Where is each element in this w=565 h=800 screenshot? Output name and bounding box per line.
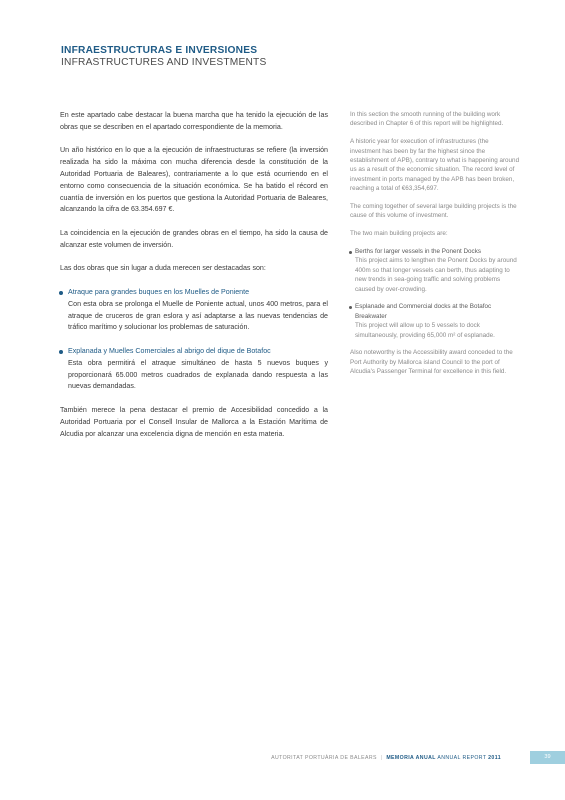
es-bullet-body: Esta obra permitirá el atraque simultáneo de hasta 5 nuevos buques y proporcionará 65.000 metros cuadrados de explanada dando respuesta a las nuevas demandadas.	[68, 358, 328, 391]
page-number: 39	[530, 751, 565, 764]
footer-year: 2011	[488, 755, 501, 761]
en-paragraph-coming-together: The coming together of several large building projects is the cause of this volume of investment.	[350, 203, 517, 220]
footer-annual-report: ANNUAL REPORT	[437, 755, 487, 761]
en-bullet-body: This project will allow up to 5 vessels to dock simultaneously, providing 65,000 m² of esplanade.	[355, 322, 495, 339]
en-paragraph-intro: In this section the smooth running of the building work described in Chapter 6 of this report will be highlighted.	[350, 111, 504, 128]
bullet-icon	[349, 306, 352, 309]
es-bullet-body: Con esta obra se prolonga el Muelle de Poniente actual, unos 400 metros, para el atraque de cruceros de gran eslora y así adaptarse a las nuevas tendencias de tráfico marítimo y solucionar los problemas de saturación.	[68, 299, 328, 332]
en-bullet-title: Berths for larger vessels in the Ponent Docks	[355, 248, 481, 256]
es-bullet-poniente	[60, 287, 328, 334]
es-paragraph-accessibility: También merece la pena destacar el premio de Accesibilidad concedido a la Autoridad Portuaria por el Consell Insular de Mallorca a la Estación Marítima de Alcudia por alcanzar una excelencia digna de mención en esta materia.	[60, 405, 328, 438]
footer-memoria: MEMORIA ANUAL	[386, 755, 436, 761]
en-paragraph-two-projects: The two main building projects are:	[350, 230, 448, 238]
en-paragraph-accessibility: Also noteworthy is the Accessibility award conceded to the Port Authority by Mallorca island Council to the port of Alcudia's Passenger Terminal for excellence in this field.	[350, 349, 513, 376]
es-bullet-title: Atraque para grandes buques en los Muelles de Poniente	[68, 287, 250, 296]
es-bullet-botafoc	[60, 346, 328, 393]
en-bullet-botafoc	[350, 302, 520, 340]
es-bullet-title: Explanada y Muelles Comerciales al abrigo del dique de Botafoc	[68, 346, 271, 355]
section-title-en: INFRASTRUCTURES AND INVESTMENTS	[61, 57, 267, 68]
es-paragraph-intro: En este apartado cabe destacar la buena marcha que ha tenido la ejecución de las obras que se describen en el apartado correspondiente de la memoria.	[60, 111, 328, 131]
spanish-column	[60, 110, 328, 452]
bullet-icon	[59, 291, 63, 295]
footer-separator: |	[380, 755, 383, 761]
es-paragraph-coincidence: La coincidencia en la ejecución de grandes obras en el tiempo, ha sido la causa de alcanzar este volumen de inversión.	[60, 228, 328, 249]
bullet-icon	[349, 251, 352, 254]
section-heading	[61, 45, 521, 69]
en-paragraph-historic-year: A historic year for execution of infrastructures (the investment has been by far the highest since the establishment of APB), contrary to what is happening around us as a result of the economic situation. The record level of investment in ports managed by the APB has been broken, reaching a total of €63,354,697.	[350, 138, 520, 193]
section-title-es: INFRAESTRUCTURAS E INVERSIONES	[61, 45, 258, 56]
english-column	[350, 110, 520, 385]
en-bullet-ponent	[350, 247, 520, 294]
bullet-icon	[59, 350, 63, 354]
footer-org: AUTORITAT PORTUÀRIA DE BALEARS	[271, 755, 377, 761]
page-footer	[271, 754, 501, 762]
es-paragraph-two-works: Las dos obras que sin lugar a duda merecen ser destacadas son:	[60, 264, 266, 273]
en-bullet-title: Esplanade and Commercial docks at the Botafoc Breakwater	[355, 303, 492, 320]
en-bullet-body: This project aims to lengthen the Ponent Docks by around 400m so that longer vessels can berth, thus adapting to new trends in sea-going traffic and solving problems caused by over-crowding.	[355, 257, 517, 293]
es-paragraph-historic-year: Un año histórico en lo que a la ejecución de infraestructuras se refiere (la inversión realizada ha sido la máxima con mucha diferencia desde la constitución de la Autoridad Portuaria de Baleares), contrariamente a lo que está ocurriendo en el entorno como consecuencia de la situación económica. Se ha batido el récord en cuantía de inversión en los puertos que gestiona la Autoridad Portuaria de Baleares, alcanzando la cifra de 63.354.697 €.	[60, 146, 328, 214]
